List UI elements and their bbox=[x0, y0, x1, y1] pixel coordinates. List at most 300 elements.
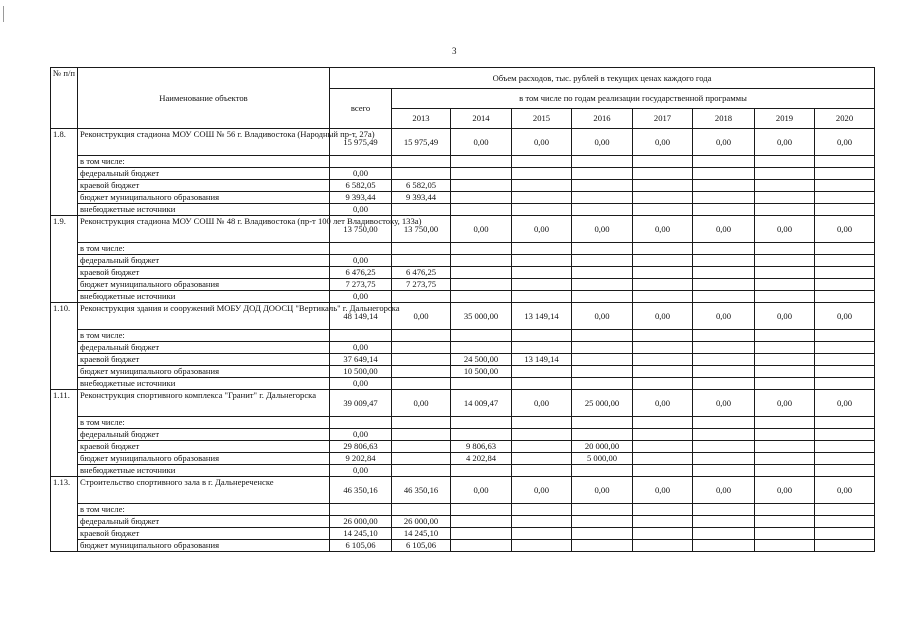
year-value bbox=[572, 366, 633, 378]
year-value bbox=[451, 255, 512, 267]
year-value bbox=[392, 366, 451, 378]
total-value: 6 105,06 bbox=[330, 540, 392, 552]
year-value bbox=[815, 180, 875, 192]
year-value bbox=[755, 168, 815, 180]
year-value bbox=[512, 540, 572, 552]
year-value: 4 202,84 bbox=[451, 453, 512, 465]
year-value bbox=[755, 255, 815, 267]
year-value bbox=[633, 204, 693, 216]
year-value: 0,00 bbox=[392, 303, 451, 330]
year-value bbox=[633, 441, 693, 453]
year-value bbox=[392, 342, 451, 354]
year-value bbox=[451, 204, 512, 216]
year-value bbox=[815, 465, 875, 477]
year-value bbox=[693, 516, 755, 528]
year-value bbox=[693, 429, 755, 441]
funding-source-name: в том числе: bbox=[78, 156, 330, 168]
funding-source-name: бюджет муниципального образования bbox=[78, 279, 330, 291]
funding-source-name: краевой бюджет bbox=[78, 267, 330, 279]
year-value: 0,00 bbox=[815, 129, 875, 156]
year-value bbox=[633, 528, 693, 540]
year-value: 14 009,47 bbox=[451, 390, 512, 417]
year-value bbox=[512, 291, 572, 303]
object-name: Строительство спортивного зала в г. Дальнереченске bbox=[78, 477, 330, 504]
funding-source-name: бюджет муниципального образования bbox=[78, 366, 330, 378]
year-value bbox=[392, 156, 451, 168]
funding-source-name: внебюджетные источники bbox=[78, 291, 330, 303]
total-value: 7 273,75 bbox=[330, 279, 392, 291]
year-value bbox=[512, 342, 572, 354]
year-value bbox=[451, 156, 512, 168]
total-value bbox=[330, 330, 392, 342]
year-value bbox=[815, 441, 875, 453]
year-value bbox=[755, 330, 815, 342]
year-value bbox=[633, 279, 693, 291]
year-value bbox=[693, 354, 755, 366]
year-value bbox=[572, 417, 633, 429]
year-value bbox=[392, 330, 451, 342]
year-value: 0,00 bbox=[572, 477, 633, 504]
year-value bbox=[693, 291, 755, 303]
year-value bbox=[755, 279, 815, 291]
funding-source-name: федеральный бюджет bbox=[78, 255, 330, 267]
header-year: 2020 bbox=[815, 109, 875, 129]
year-value bbox=[633, 342, 693, 354]
year-value bbox=[815, 354, 875, 366]
year-value: 35 000,00 bbox=[451, 303, 512, 330]
year-value bbox=[815, 417, 875, 429]
year-value: 0,00 bbox=[512, 129, 572, 156]
year-value: 13 149,14 bbox=[512, 354, 572, 366]
year-value bbox=[755, 504, 815, 516]
year-value bbox=[755, 516, 815, 528]
year-value bbox=[693, 465, 755, 477]
year-value: 6 582,05 bbox=[392, 180, 451, 192]
year-value bbox=[633, 180, 693, 192]
year-value bbox=[392, 243, 451, 255]
object-row bbox=[51, 477, 875, 504]
year-value bbox=[572, 180, 633, 192]
year-value bbox=[633, 366, 693, 378]
year-value bbox=[512, 417, 572, 429]
year-value bbox=[693, 330, 755, 342]
row-number: 1.13. bbox=[51, 477, 78, 552]
year-value: 0,00 bbox=[572, 129, 633, 156]
total-value: 0,00 bbox=[330, 378, 392, 390]
funding-source-row bbox=[51, 504, 875, 516]
year-value bbox=[815, 156, 875, 168]
funding-source-name: в том числе: bbox=[78, 330, 330, 342]
year-value bbox=[633, 168, 693, 180]
total-value: 9 393,44 bbox=[330, 192, 392, 204]
year-value bbox=[392, 441, 451, 453]
year-value bbox=[633, 192, 693, 204]
funding-source-row bbox=[51, 342, 875, 354]
year-value: 7 273,75 bbox=[392, 279, 451, 291]
year-value: 0,00 bbox=[392, 390, 451, 417]
year-value: 6 105,06 bbox=[392, 540, 451, 552]
year-value: 0,00 bbox=[693, 129, 755, 156]
row-number: 1.10. bbox=[51, 303, 78, 390]
year-value bbox=[392, 354, 451, 366]
year-value bbox=[451, 342, 512, 354]
funding-source-name: бюджет муниципального образования bbox=[78, 540, 330, 552]
year-value bbox=[755, 366, 815, 378]
total-value: 37 649,14 bbox=[330, 354, 392, 366]
year-value bbox=[512, 267, 572, 279]
funding-source-name: бюджет муниципального образования bbox=[78, 192, 330, 204]
year-value bbox=[815, 342, 875, 354]
year-value bbox=[815, 291, 875, 303]
year-value: 6 476,25 bbox=[392, 267, 451, 279]
year-value bbox=[451, 291, 512, 303]
year-value bbox=[693, 453, 755, 465]
funding-source-name: краевой бюджет bbox=[78, 441, 330, 453]
row-number: 1.11. bbox=[51, 390, 78, 477]
year-value: 46 350,16 bbox=[392, 477, 451, 504]
year-value: 0,00 bbox=[633, 216, 693, 243]
year-value bbox=[815, 192, 875, 204]
year-value bbox=[512, 204, 572, 216]
year-value bbox=[755, 453, 815, 465]
year-value: 0,00 bbox=[693, 390, 755, 417]
funding-source-name: федеральный бюджет bbox=[78, 516, 330, 528]
year-value: 5 000,00 bbox=[572, 453, 633, 465]
year-value: 0,00 bbox=[693, 303, 755, 330]
total-value: 0,00 bbox=[330, 465, 392, 477]
funding-source-row bbox=[51, 180, 875, 192]
year-value bbox=[693, 441, 755, 453]
year-value bbox=[572, 528, 633, 540]
object-name: Реконструкция стадиона МОУ СОШ № 48 г. Владивостока (пр-т 100 лет Владивостоку, 133а) bbox=[78, 216, 330, 243]
year-value bbox=[693, 366, 755, 378]
year-value bbox=[512, 330, 572, 342]
year-value: 0,00 bbox=[755, 390, 815, 417]
year-value bbox=[633, 291, 693, 303]
header-total: всего bbox=[330, 89, 392, 129]
year-value bbox=[392, 504, 451, 516]
year-value bbox=[693, 417, 755, 429]
year-value bbox=[755, 465, 815, 477]
year-value bbox=[693, 255, 755, 267]
year-value bbox=[451, 465, 512, 477]
year-value bbox=[755, 156, 815, 168]
total-value bbox=[330, 417, 392, 429]
table-body bbox=[51, 129, 875, 552]
object-row bbox=[51, 129, 875, 156]
year-value: 9 393,44 bbox=[392, 192, 451, 204]
year-value: 0,00 bbox=[633, 390, 693, 417]
year-value bbox=[815, 243, 875, 255]
year-value bbox=[392, 255, 451, 267]
year-value bbox=[572, 255, 633, 267]
total-value: 26 000,00 bbox=[330, 516, 392, 528]
year-value bbox=[572, 465, 633, 477]
year-value bbox=[451, 429, 512, 441]
year-value bbox=[755, 267, 815, 279]
year-value: 0,00 bbox=[451, 477, 512, 504]
object-row bbox=[51, 303, 875, 330]
year-value bbox=[755, 192, 815, 204]
object-name: Реконструкция здания и сооружений МОБУ ДОД ДООСЦ "Вертикаль" г. Дальнегорска bbox=[78, 303, 330, 330]
header-year: 2019 bbox=[755, 109, 815, 129]
year-value bbox=[451, 378, 512, 390]
page-edge-mark bbox=[3, 6, 4, 22]
total-value: 46 350,16 bbox=[330, 477, 392, 504]
year-value bbox=[815, 504, 875, 516]
year-value bbox=[451, 504, 512, 516]
funding-source-row bbox=[51, 417, 875, 429]
year-value bbox=[392, 465, 451, 477]
year-value: 13 149,14 bbox=[512, 303, 572, 330]
year-value bbox=[451, 267, 512, 279]
total-value bbox=[330, 243, 392, 255]
year-value bbox=[633, 453, 693, 465]
year-value bbox=[512, 504, 572, 516]
total-value: 29 806,63 bbox=[330, 441, 392, 453]
total-value: 48 149,14 bbox=[330, 303, 392, 330]
funding-source-row bbox=[51, 528, 875, 540]
year-value: 0,00 bbox=[693, 477, 755, 504]
year-value bbox=[815, 516, 875, 528]
funding-source-row bbox=[51, 441, 875, 453]
total-value: 9 202,84 bbox=[330, 453, 392, 465]
total-value bbox=[330, 156, 392, 168]
year-value bbox=[572, 516, 633, 528]
year-value bbox=[572, 267, 633, 279]
year-value bbox=[572, 330, 633, 342]
year-value bbox=[572, 504, 633, 516]
funding-source-row bbox=[51, 156, 875, 168]
header-year: 2017 bbox=[633, 109, 693, 129]
total-value: 14 245,10 bbox=[330, 528, 392, 540]
year-value bbox=[693, 342, 755, 354]
year-value bbox=[633, 429, 693, 441]
year-value bbox=[815, 528, 875, 540]
funding-source-name: федеральный бюджет bbox=[78, 429, 330, 441]
expenditure-table bbox=[50, 67, 875, 552]
funding-source-name: краевой бюджет bbox=[78, 180, 330, 192]
year-value bbox=[693, 156, 755, 168]
year-value bbox=[451, 330, 512, 342]
year-value bbox=[633, 378, 693, 390]
year-value bbox=[693, 279, 755, 291]
year-value bbox=[755, 354, 815, 366]
year-value bbox=[512, 465, 572, 477]
year-value: 15 975,49 bbox=[392, 129, 451, 156]
year-value bbox=[755, 342, 815, 354]
total-value bbox=[330, 504, 392, 516]
year-value bbox=[755, 528, 815, 540]
year-value: 14 245,10 bbox=[392, 528, 451, 540]
year-value: 0,00 bbox=[633, 477, 693, 504]
header-year: 2015 bbox=[512, 109, 572, 129]
year-value: 0,00 bbox=[815, 303, 875, 330]
year-value bbox=[815, 330, 875, 342]
year-value: 0,00 bbox=[512, 216, 572, 243]
year-value bbox=[512, 516, 572, 528]
year-value bbox=[633, 540, 693, 552]
year-value bbox=[512, 453, 572, 465]
total-value: 0,00 bbox=[330, 255, 392, 267]
year-value bbox=[815, 168, 875, 180]
year-value bbox=[512, 243, 572, 255]
year-value bbox=[633, 516, 693, 528]
total-value: 0,00 bbox=[330, 204, 392, 216]
year-value: 0,00 bbox=[512, 477, 572, 504]
year-value bbox=[451, 168, 512, 180]
funding-source-name: в том числе: bbox=[78, 243, 330, 255]
year-value bbox=[693, 504, 755, 516]
year-value bbox=[755, 441, 815, 453]
funding-source-name: федеральный бюджет bbox=[78, 168, 330, 180]
year-value bbox=[693, 528, 755, 540]
year-value bbox=[512, 366, 572, 378]
total-value: 13 750,00 bbox=[330, 216, 392, 243]
year-value bbox=[392, 204, 451, 216]
header-year: 2018 bbox=[693, 109, 755, 129]
year-value bbox=[815, 378, 875, 390]
year-value bbox=[451, 180, 512, 192]
funding-source-row bbox=[51, 204, 875, 216]
year-value bbox=[572, 378, 633, 390]
year-value: 0,00 bbox=[633, 303, 693, 330]
year-value bbox=[633, 255, 693, 267]
year-value bbox=[693, 192, 755, 204]
year-value bbox=[512, 279, 572, 291]
funding-source-name: внебюджетные источники bbox=[78, 465, 330, 477]
year-value: 24 500,00 bbox=[451, 354, 512, 366]
row-number: 1.8. bbox=[51, 129, 78, 216]
total-value: 0,00 bbox=[330, 291, 392, 303]
year-value bbox=[512, 528, 572, 540]
funding-source-row bbox=[51, 291, 875, 303]
year-value bbox=[693, 180, 755, 192]
year-value: 0,00 bbox=[693, 216, 755, 243]
funding-source-name: в том числе: bbox=[78, 417, 330, 429]
total-value: 39 009,47 bbox=[330, 390, 392, 417]
total-value: 15 975,49 bbox=[330, 129, 392, 156]
year-value bbox=[512, 192, 572, 204]
header-year: 2014 bbox=[451, 109, 512, 129]
header-volume: Объем расходов, тыс. рублей в текущих ценах каждого года bbox=[330, 68, 875, 89]
year-value bbox=[755, 540, 815, 552]
year-value bbox=[693, 204, 755, 216]
year-value: 0,00 bbox=[815, 216, 875, 243]
year-value: 0,00 bbox=[815, 477, 875, 504]
year-value bbox=[512, 180, 572, 192]
year-value bbox=[572, 540, 633, 552]
object-row bbox=[51, 390, 875, 417]
year-value bbox=[755, 291, 815, 303]
object-name: Реконструкция спортивного комплекса "Гранит" г. Дальнегорска bbox=[78, 390, 330, 417]
year-value bbox=[693, 540, 755, 552]
year-value bbox=[693, 267, 755, 279]
year-value: 0,00 bbox=[755, 129, 815, 156]
year-value bbox=[693, 378, 755, 390]
year-value: 0,00 bbox=[451, 129, 512, 156]
year-value bbox=[693, 243, 755, 255]
total-value: 6 476,25 bbox=[330, 267, 392, 279]
year-value bbox=[572, 156, 633, 168]
year-value: 0,00 bbox=[572, 216, 633, 243]
year-value: 25 000,00 bbox=[572, 390, 633, 417]
year-value: 10 500,00 bbox=[451, 366, 512, 378]
year-value bbox=[633, 243, 693, 255]
funding-source-row bbox=[51, 354, 875, 366]
year-value bbox=[451, 243, 512, 255]
year-value bbox=[572, 192, 633, 204]
funding-source-row bbox=[51, 465, 875, 477]
funding-source-row bbox=[51, 366, 875, 378]
total-value: 0,00 bbox=[330, 429, 392, 441]
year-value bbox=[512, 441, 572, 453]
year-value bbox=[451, 279, 512, 291]
year-value bbox=[815, 279, 875, 291]
funding-source-name: краевой бюджет bbox=[78, 528, 330, 540]
year-value bbox=[815, 366, 875, 378]
year-value: 0,00 bbox=[815, 390, 875, 417]
year-value bbox=[572, 204, 633, 216]
funding-source-name: внебюджетные источники bbox=[78, 204, 330, 216]
year-value: 20 000,00 bbox=[572, 441, 633, 453]
year-value bbox=[815, 540, 875, 552]
year-value bbox=[633, 417, 693, 429]
year-value bbox=[451, 528, 512, 540]
year-value bbox=[633, 156, 693, 168]
year-value bbox=[512, 156, 572, 168]
year-value: 26 000,00 bbox=[392, 516, 451, 528]
funding-source-name: внебюджетные источники bbox=[78, 378, 330, 390]
year-value: 9 806,63 bbox=[451, 441, 512, 453]
year-value bbox=[633, 330, 693, 342]
header-name: Наименование объектов bbox=[78, 68, 330, 129]
year-value bbox=[572, 354, 633, 366]
funding-source-row bbox=[51, 255, 875, 267]
total-value: 0,00 bbox=[330, 168, 392, 180]
year-value: 0,00 bbox=[755, 303, 815, 330]
year-value: 13 750,00 bbox=[392, 216, 451, 243]
year-value bbox=[451, 516, 512, 528]
year-value bbox=[392, 417, 451, 429]
year-value: 0,00 bbox=[451, 216, 512, 243]
total-value: 0,00 bbox=[330, 342, 392, 354]
funding-source-name: бюджет муниципального образования bbox=[78, 453, 330, 465]
header-year: 2013 bbox=[392, 109, 451, 129]
year-value bbox=[572, 279, 633, 291]
funding-source-row bbox=[51, 279, 875, 291]
year-value bbox=[572, 168, 633, 180]
year-value bbox=[633, 354, 693, 366]
year-value bbox=[755, 243, 815, 255]
funding-source-name: федеральный бюджет bbox=[78, 342, 330, 354]
year-value bbox=[512, 429, 572, 441]
total-value: 10 500,00 bbox=[330, 366, 392, 378]
year-value bbox=[572, 429, 633, 441]
year-value bbox=[572, 342, 633, 354]
year-value bbox=[693, 168, 755, 180]
funding-source-row bbox=[51, 453, 875, 465]
page-number: 3 bbox=[452, 46, 457, 56]
table-header bbox=[51, 68, 875, 129]
year-value bbox=[392, 429, 451, 441]
year-value bbox=[755, 429, 815, 441]
year-value bbox=[633, 267, 693, 279]
object-row bbox=[51, 216, 875, 243]
year-value bbox=[512, 168, 572, 180]
year-value bbox=[815, 255, 875, 267]
year-value bbox=[815, 453, 875, 465]
